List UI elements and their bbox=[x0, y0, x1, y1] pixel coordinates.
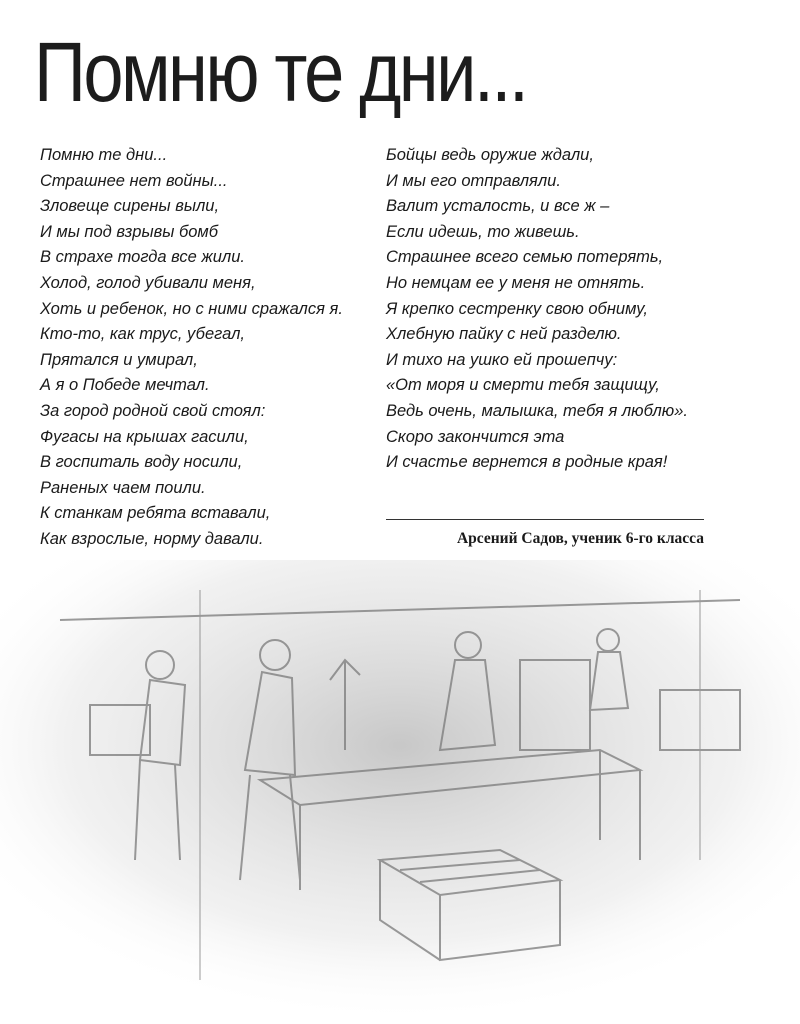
poem-line: Хоть и ребенок, но с ними сражался я. bbox=[40, 299, 343, 318]
poem-line: И счастье вернется в родные края! bbox=[386, 453, 668, 472]
poem-line: Страшнее нет войны... bbox=[40, 171, 228, 190]
poem-left-column bbox=[40, 143, 370, 553]
poem-right-column bbox=[386, 143, 716, 476]
poem-line: Я крепко сестренку свою обниму, bbox=[386, 299, 648, 318]
poem-line: И тихо на ушко ей прошепчу: bbox=[386, 350, 618, 369]
poem-line: Страшнее всего семью потерять, bbox=[386, 248, 664, 267]
poem-line: Валит усталость, и все ж – bbox=[386, 197, 610, 216]
poem-line: В госпиталь воду носили, bbox=[40, 453, 243, 472]
poem-line: Хлебную пайку с ней разделю. bbox=[386, 325, 622, 344]
poem-line: Холод, голод убивали меня, bbox=[40, 273, 256, 292]
poem-line: Раненых чаем поили. bbox=[40, 478, 206, 497]
page-title: Помню те дни... bbox=[34, 25, 527, 119]
poem-line: Скоро закончится эта bbox=[386, 427, 565, 446]
poem-line: Бойцы ведь оружие ждали, bbox=[386, 146, 594, 164]
poem-line: Фугасы на крышах гасили, bbox=[40, 427, 249, 446]
poem-line: Ведь очень, малышка, тебя я люблю». bbox=[386, 401, 688, 420]
poem-line: Кто-то, как трус, убегал, bbox=[40, 325, 245, 344]
poem-line: Помню те дни... bbox=[40, 146, 168, 164]
poem-line: Зловеще сирены выли, bbox=[40, 197, 220, 216]
poem-line: Но немцам ее у меня не отнять. bbox=[386, 273, 646, 292]
author-signature: Арсений Садов, ученик 6-го класса bbox=[456, 530, 704, 547]
poem-line: И мы под взрывы бомб bbox=[40, 222, 219, 241]
poem-line: Прятался и умирал, bbox=[40, 350, 198, 369]
poem-line: За город родной свой стоял: bbox=[40, 401, 266, 420]
poem-line: К станкам ребята вставали, bbox=[40, 504, 271, 523]
poem-line: В страхе тогда все жили. bbox=[40, 248, 246, 267]
poem-line: Если идешь, то живешь. bbox=[386, 222, 580, 241]
poem-line: А я о Победе мечтал. bbox=[40, 376, 210, 395]
poem-line: «От моря и смерти тебя защищу, bbox=[386, 376, 660, 395]
poem-line: И мы его отправляли. bbox=[386, 171, 561, 190]
signature-divider bbox=[386, 519, 704, 520]
poem-line: Как взрослые, норму давали. bbox=[40, 529, 264, 548]
factory-workers-sketch-icon bbox=[0, 560, 800, 1024]
